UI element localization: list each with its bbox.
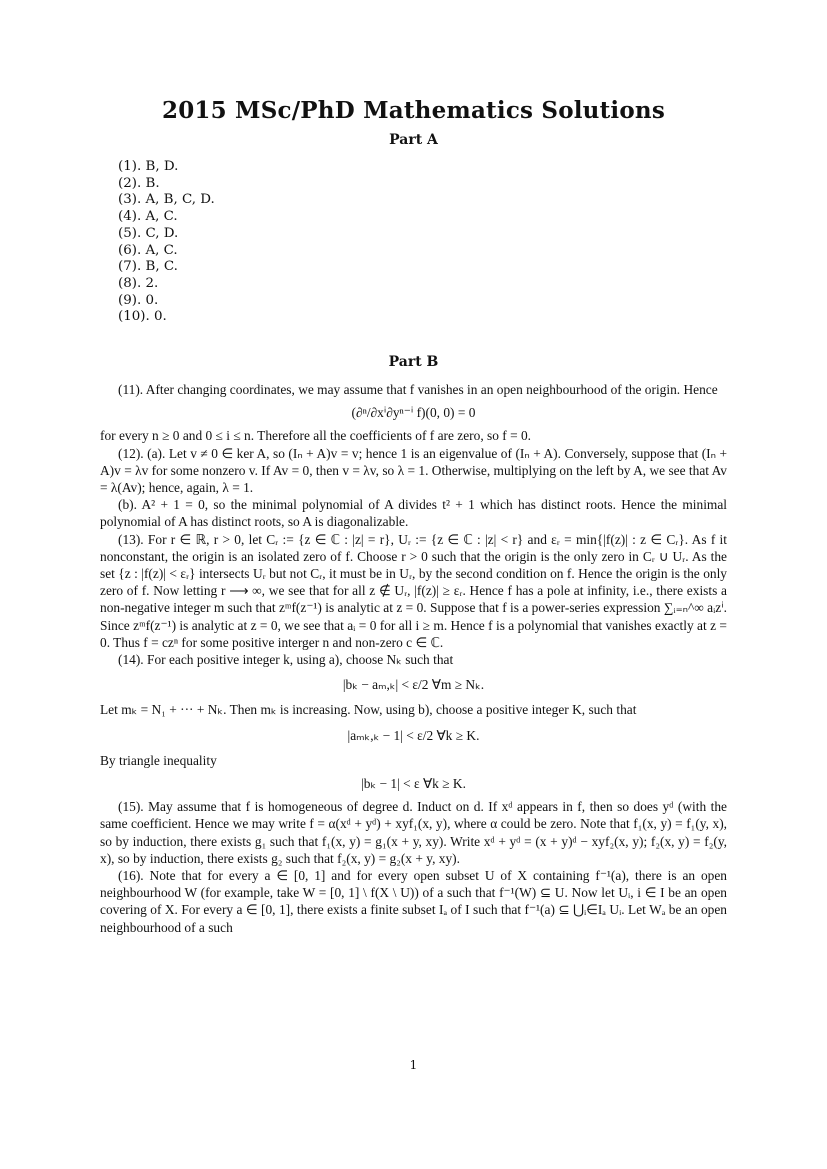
solution-16: (16). Note that for every a ∈ [0, 1] and for every open subset U of X containing f⁻¹(a), there is an open neighbourhood W (for example, take W = [0, 1] \ f(X \ U)) of a such that f⁻¹(W) ⊆ U. Now let Uᵢ, i ∈ I be an open covering of X. For every a ∈ [0, 1], there exists a finite subset Iₐ of I such that f⁻¹(a) ⊆ ⋃ᵢ∈Iₐ Uᵢ. Let Wₐ be an open neighbourhood of a such [100, 868, 727, 935]
answer-item: (10). 0. [118, 309, 167, 325]
equation-14a: |bₖ − aₘ,ₖ| < ε/2 ∀m ≥ Nₖ. [342, 677, 485, 693]
answer-item: (5). C, D. [118, 225, 179, 241]
page-title: 2015 MSc/PhD Mathematics Solutions [162, 97, 665, 124]
answer-item: (4). A, C. [118, 209, 178, 225]
answer-item: (7). B, C. [118, 259, 178, 275]
equation-11: (∂ⁿ/∂xⁱ∂yⁿ⁻ⁱ f)(0, 0) = 0 [351, 405, 476, 421]
part-a-heading: Part A [389, 132, 438, 148]
page-number: 1 [409, 1058, 418, 1072]
part-a-answers [118, 159, 215, 326]
part-b-heading: Part B [388, 354, 439, 370]
equation-14b: |aₘₖ,ₖ − 1| < ε/2 ∀k ≥ K. [347, 727, 480, 743]
answer-item: (3). A, B, C, D. [118, 192, 215, 208]
answer-item: (2). B. [118, 175, 160, 191]
solution-11-text: (11). After changing coordinates, we may assume that f vanishes in an open neighbourhood of the origin. Hence [118, 382, 718, 397]
answer-item: (8). 2. [118, 275, 159, 291]
solution-12a: (12). (a). Let v ≠ 0 ∈ ker A, so (Iₙ + A)v = v; hence 1 is an eigenvalue of (Iₙ + A). Conversely, suppose that (Iₙ + A)v = λv for some nonzero v. If Av = 0, then v = λv, so λ = 1. Otherwise, multiplying on the left by A, we see that Av = λ(Av); hence, again, λ = 1. [100, 445, 727, 496]
answer-item: (9). 0. [118, 292, 159, 308]
answer-item: (1). B, D. [118, 159, 179, 174]
equation-14c: |bₖ − 1| < ε ∀k ≥ K. [361, 776, 466, 792]
solution-12b: (b). A² + 1 = 0, so the minimal polynomial of A divides t² + 1 which has distinct roots. Hence the minimal polynomial of A has distinct roots, so A is diagonalizable. [100, 497, 727, 530]
solution-14-triangle: By triangle inequality [100, 752, 217, 768]
part-b-body [100, 381, 727, 936]
answer-item: (6). A, C. [118, 242, 178, 258]
solution-14-middle: Let mₖ = N₁ + ··· + Nₖ. Then mₖ is increasing. Now, using b), choose a positive integer K, such that [100, 702, 637, 718]
solution-11-conclusion: for every n ≥ 0 and 0 ≤ i ≤ n. Therefore all the coefficients of f are zero, so f = 0. [100, 428, 532, 444]
solution-13: (13). For r ∈ ℝ, r > 0, let Cᵣ := {z ∈ ℂ : |z| = r}, Uᵣ := {z ∈ ℂ : |z| < r} and εᵣ = min{|f(z)| : z ∈ Cᵣ}. As f it nonconstant, the origin is an isolated zero of f. Choose r > 0 such that the origin is the only zero in Cᵣ ∪ Uᵣ. As the set {z : |f(z)| < εᵣ} intersects Uᵣ but not Cᵣ, it must be in Uᵣ, by the second condition on f. Hence the origin is the only zero of f. Now letting r ⟶ ∞, we see that for all z ∉ Uᵣ, |f(z)| ≥ εᵣ. Hence f has a pole at infinity, i.e., there exists a non-negative integer m such that zᵐf(z⁻¹) is analytic at z = 0. Suppose that f is a power-series expression ∑ᵢ₌ₙ^∞ aᵢzⁱ. Since zᵐf(z⁻¹) is analytic at z = 0, we see that aᵢ = 0 for all i ≥ m. Hence f is a polynomial that vanishes exactly at z = 0. Thus f = czⁿ for some positive interger n and non-zero c ∈ ℂ. [100, 531, 727, 650]
solution-15: (15). May assume that f is homogeneous of degree d. Induct on d. If xᵈ appears in f, then so does yᵈ (with the same coefficient. Hence we may write f = α(xᵈ + yᵈ) + xyf₁(x, y), where α could be zero. Note that f₁(x, y) = f₁(y, x), so by induction, there exists g₁ such that f₁(x, y) = g₁(x + y, xy). Write xᵈ + yᵈ = (x + y)ᵈ − xyf₂(x, y); f₂(x, y) = f₂(y, x), so by induction, there exists g₂ such that f₂(x, y) = g₂(x + y, xy). [100, 799, 727, 866]
solution-14-intro: (14). For each positive integer k, using a), choose Nₖ such that [118, 652, 454, 668]
